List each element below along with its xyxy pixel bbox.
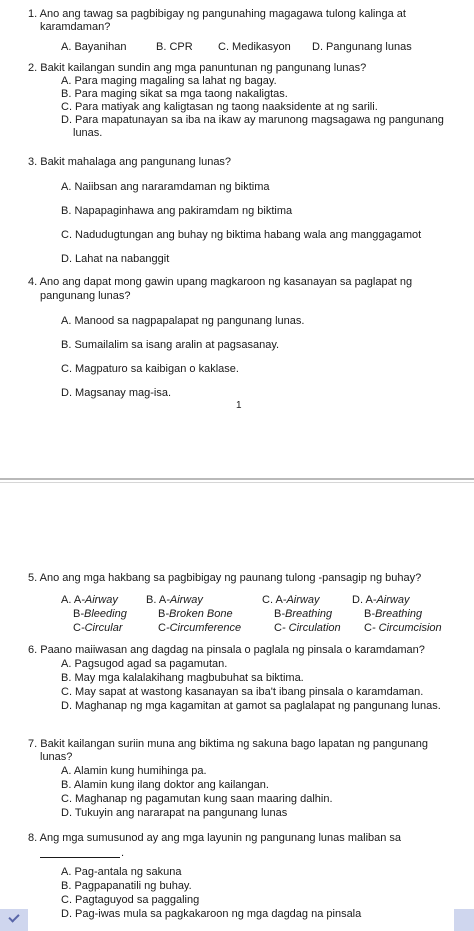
- bottom-right-corner: [454, 909, 474, 931]
- q5-a-row3-key: C: [73, 622, 81, 634]
- q1-option-b: B. CPR: [156, 41, 193, 53]
- q8-option-d: D. Pag-iwas mula sa pagkakaroon ng mga dagdag na pinsala: [61, 908, 362, 920]
- q3-option-c: C. Nadudugtungan ang buhay ng biktima habang wala ang manggagamot: [61, 229, 422, 241]
- question-1-text: 1. Ano ang tawag sa pagbibigay ng pangunahing magagawa tulong kalinga at: [28, 8, 406, 20]
- q5-b-row1-key: A: [158, 594, 167, 606]
- q5-d-row2-word: -Breathing: [371, 608, 423, 620]
- q5-a-row1-word: -Airway: [81, 594, 118, 606]
- question-6-text: 6. Paano maiiwasan ang dagdag na pinsala o paglala ng pinsala o karamdaman?: [28, 644, 425, 656]
- q5-b-row1-word: -Airway: [166, 594, 203, 606]
- q1-option-a: A. Bayanihan: [61, 41, 127, 53]
- question-2-text: 2. Bakit kailangan sundin ang mga panuntunan ng pangunang lunas?: [28, 62, 367, 74]
- q5-c-row2-word: -Breathing: [281, 608, 333, 620]
- q5-c-row2-key: B: [274, 608, 282, 620]
- question-1-text-cont: karamdaman?: [40, 21, 111, 33]
- question-3-text: 3. Bakit mahalaga ang pangunang lunas?: [28, 156, 232, 168]
- q5-a-row3-word: -Circular: [80, 622, 123, 634]
- q5-a-letter: A.: [61, 594, 72, 606]
- q5-d-letter: D.: [352, 594, 363, 606]
- q5-b-row3-word: -Circumference: [165, 622, 242, 634]
- q5-b-row2-key: B: [158, 608, 166, 620]
- question-8-text: 8. Ang mga sumusunod ay ang mga layunin ng pangunang lunas maliban sa: [28, 832, 402, 844]
- q5-a-row2-word: -Bleeding: [80, 608, 127, 620]
- q2-option-a: A. Para maging magaling sa lahat ng bagay.: [61, 75, 277, 87]
- q5-a-row1-key: A: [73, 594, 82, 606]
- q6-option-c: C. May sapat at wastong kasanayan sa iba't ibang pinsala o karamdaman.: [61, 686, 424, 698]
- q5-d-row3-key: C: [364, 622, 372, 634]
- q5-c-row1-word: -Airway: [282, 594, 320, 606]
- q7-option-a: A. Alamin kung humihinga pa.: [61, 765, 207, 777]
- q1-option-c: C. Medikasyon: [218, 41, 291, 53]
- checkmark-icon: [0, 909, 28, 931]
- q6-option-d: D. Maghanap ng mga kagamitan at gamot sa paglalapat ng pangunang lunas.: [61, 700, 441, 712]
- q5-option-c: [262, 593, 341, 635]
- question-7-text: 7. Bakit kailangan suriin muna ang biktima ng sakuna bago lapatan ng pangunang: [28, 738, 428, 750]
- q8-answer-blank: [40, 847, 120, 858]
- page-separator: [0, 478, 474, 480]
- question-7-text-cont: lunas?: [40, 751, 73, 763]
- question-5-text: 5. Ano ang mga hakbang sa pagbibigay ng paunang tulong -pansagip ng buhay?: [28, 572, 422, 584]
- q5-d-row1-key: A: [365, 594, 373, 606]
- q2-option-b: B. Para maging sikat sa mga taong nakaligtas.: [61, 88, 288, 100]
- q5-b-letter: B.: [146, 594, 157, 606]
- q8-option-c: C. Pagtaguyod sa paggaling: [61, 894, 200, 906]
- q5-d-row3-word: - Circumcision: [371, 622, 442, 634]
- question-4-text-cont: pangunang lunas?: [40, 290, 131, 302]
- q2-option-d-cont: lunas.: [73, 127, 103, 139]
- q3-option-b: B. Napapaginhawa ang pakiramdam ng biktima: [61, 205, 293, 217]
- q2-option-d: D. Para mapatunayan sa iba na ikaw ay marunong magsagawa ng pangunang: [61, 114, 444, 126]
- q5-d-row1-word: -Airway: [372, 594, 410, 606]
- q5-b-row3-key: C: [158, 622, 166, 634]
- q5-option-d: [352, 593, 442, 635]
- q5-c-row1-key: A: [275, 594, 283, 606]
- q5-option-b: [146, 593, 241, 635]
- q4-option-c: C. Magpaturo sa kaibigan o kaklase.: [61, 363, 239, 375]
- page-separator-line: [0, 482, 474, 483]
- q1-option-d: D. Pangunang lunas: [312, 41, 412, 53]
- q8-option-a: A. Pag-antala ng sakuna: [61, 866, 182, 878]
- q4-option-b: B. Sumailalim sa isang aralin at pagsasanay.: [61, 339, 280, 351]
- q5-b-row2-word: -Broken Bone: [165, 608, 233, 620]
- q3-option-d: D. Lahat na nabanggit: [61, 253, 170, 265]
- q4-option-a: A. Manood sa nagpapalapat ng pangunang lunas.: [61, 315, 305, 327]
- q2-option-c: C. Para matiyak ang kaligtasan ng taong naaksidente at ng sarili.: [61, 101, 378, 113]
- q5-option-a: [61, 593, 127, 635]
- q5-d-row2-key: B: [364, 608, 372, 620]
- q7-option-b: B. Alamin kung ilang doktor ang kailangan.: [61, 779, 269, 791]
- q7-option-d: D. Tukuyin ang nararapat na pangunang lunas: [61, 807, 288, 819]
- q5-c-letter: C.: [262, 594, 273, 606]
- q5-c-row3-key: C: [274, 622, 282, 634]
- q5-a-row2-key: B: [73, 608, 81, 620]
- q6-option-b: B. May mga kalalakihang magbubuhat sa biktima.: [61, 672, 304, 684]
- q8-blank-period: .: [121, 847, 125, 859]
- q7-option-c: C. Maghanap ng pagamutan kung saan maaring dalhin.: [61, 793, 333, 805]
- q6-option-a: A. Pagsugod agad sa pagamutan.: [61, 658, 228, 670]
- page-number: 1: [236, 400, 242, 411]
- q3-option-a: A. Naiibsan ang nararamdaman ng biktima: [61, 181, 270, 193]
- q8-option-b: B. Pagpapanatili ng buhay.: [61, 880, 192, 892]
- question-4-text: 4. Ano ang dapat mong gawin upang magkaroon ng kasanayan sa paglapat ng: [28, 276, 413, 288]
- q5-c-row3-word: - Circulation: [281, 622, 341, 634]
- q4-option-d: D. Magsanay mag-isa.: [61, 387, 172, 399]
